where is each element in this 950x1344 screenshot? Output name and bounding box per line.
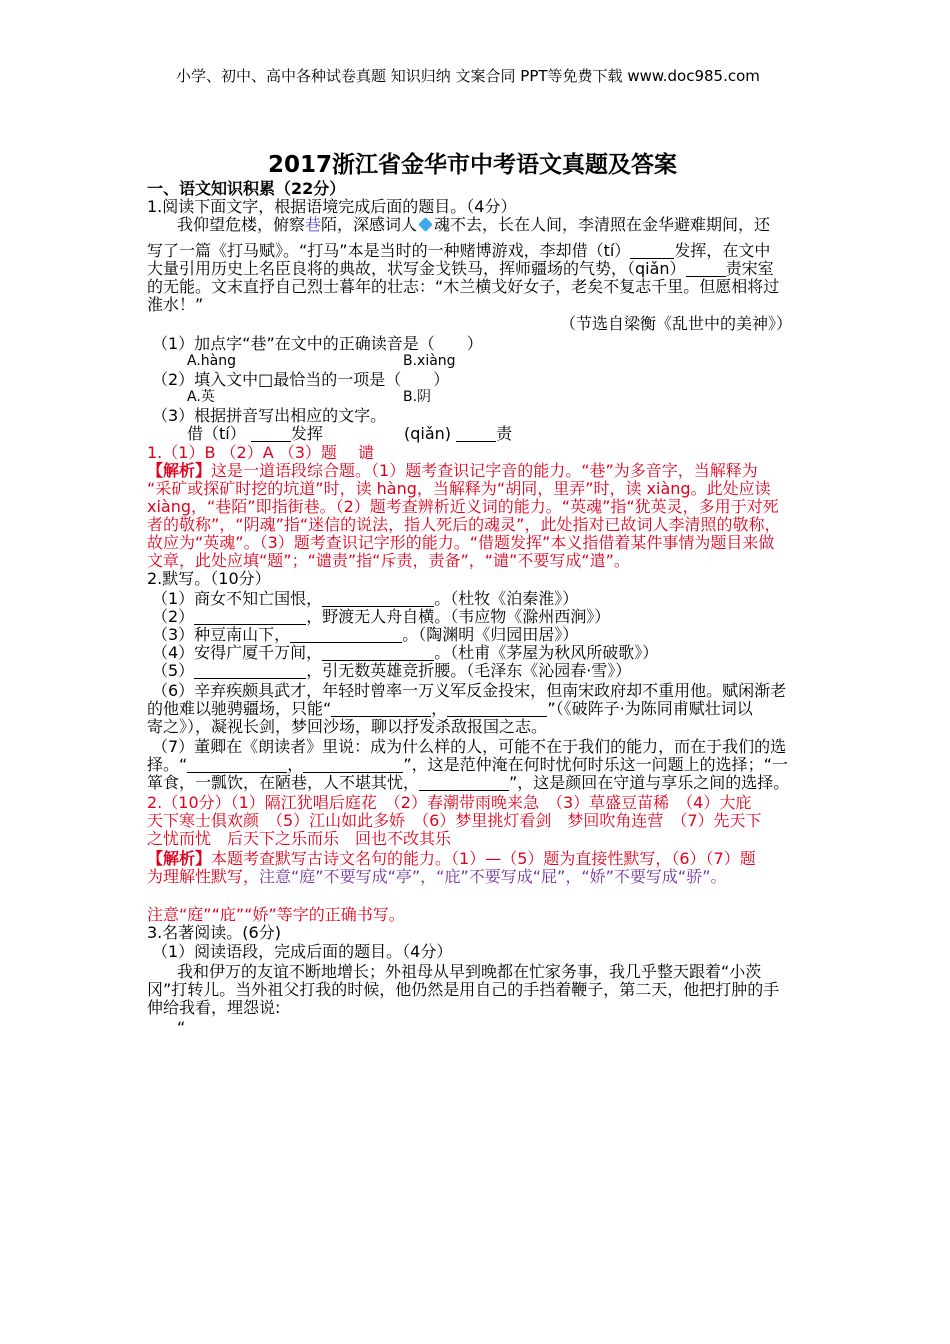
dotted-character: 巷 [305,215,322,234]
q2-item: （3）种豆南山下， 。（陶渊明《归园田居》） [152,625,579,644]
q1-sub1-option-b: B.xiàng [403,353,456,369]
q1-stem: 1.阅读下面文字，根据语境完成后面的题目。（4分） [147,197,517,216]
q3-passage-line: 伸给我看，埋怨说: [147,998,281,1017]
analysis-line: xiàng，“巷陌”即指街巷。（2）题考查辨析近义词的能力。“英魂”指“犹英灵，多用于对死 [147,497,779,516]
q1-passage-line: 的无能。文末直抒自己烈士暮年的壮志：“木兰横戈好女子，老矣不复志千里。但愿相将过 [147,277,780,296]
answer-2: 2.（10分）（1）隔江犹唱后庭花 （2）春潮带雨晚来急 （3）草盛豆苗稀 （4）大庇 [147,793,752,812]
q1-sub3-item-b: (qiǎn) 责 [404,424,513,443]
q3-sub1: （1）阅读语段，完成后面的题目。（4分） [152,942,453,961]
analysis-line: 故应为“英魂”。（3）题考查识记字形的能力。“借题发挥”本义指借着某件事情为题目来做 [147,533,775,552]
q2-item: 择。“ ， ”，这是范仲淹在何时忧何时乐这一问题上的选择；“一 [147,755,788,774]
q2-item: （1）商女不知亡国恨， 。（杜牧《泊秦淮》） [152,589,579,608]
q2-item: 箪食，一瓢饮，在陋巷，人不堪其忧， ”，这是颜回在守道与享乐之间的选择。 [147,773,790,792]
analysis-line: 者的敬称”，“阴魂”指“迷信的说法，指人死后的魂灵”，此处指对已故词人李清照的敬称， [147,515,781,534]
page-header: 小学、初中、高中各种试卷真题 知识归纳 文案合同 PPT等免费下载 www.doc985.com [176,67,760,85]
q1-sub1: （1）加点字“巷”在文中的正确读音是（ ） [152,334,483,353]
q1-passage-line: 大量引用历史上名臣良将的典故，状写金戈铁马，挥师疆场的气势，（qiǎn） 责宋室 [147,259,774,278]
q3-stem: 3.名著阅读。(6分) [147,923,281,942]
q2-item: 的他难以驰骋疆场，只能“ ， ”（《破阵子·为陈同甫赋壮词以 [147,699,753,718]
q2-item: （2） ，野渡无人舟自横。（韦应物《滁州西涧》） [152,607,611,626]
q3-passage-line: “ [177,1018,186,1037]
q1-source: （节选自梁衡《乱世中的美神》） [560,314,793,333]
q1-passage-line: 写了一篇《打马赋》。“打马”本是当时的一种赌博游戏，李却借（tí） 发挥，在文中 [147,241,771,260]
page-title: 2017浙江省金华市中考语文真题及答案 [268,152,678,178]
q2-item: （4）安得广厦千万间， 。（杜甫《茅屋为秋风所破歌》） [152,643,659,662]
q2-stem: 2.默写。（10分） [147,569,271,588]
q1-sub1-option-a: A.hàng [187,353,236,369]
answer-1: 1.（1）B （2）A （3）题 谴 [147,443,374,462]
q1-passage-line: 我仰望危楼，俯察巷陌，深感词人 魂不去，长在人间，李清照在金华避难期间，还 [177,215,771,234]
answer-2: 天下寒士俱欢颜 （5）江山如此多娇 （6）梦里挑灯看剑 梦回吹角连营 （7）先天下 [147,811,762,830]
answer-2: 之忧而忧 后天下之乐而乐 回也不改其乐 [147,829,452,848]
q2-item: （6）辛弃疾颇具武才，年轻时曾率一万义军反金投宋，但南宋政府却不重用他。赋闲渐老 [152,681,787,700]
analysis-line: “采矿或探矿时挖的坑道”时，读 hàng，当解释为“胡同，里弄”时，读 xiàng。此处应读 [147,479,771,498]
q1-passage-line: 淮水！” [147,295,204,314]
q2-item: （7）董卿在《朗读者》里说：成为什么样的人，可能不在于我们的能力，而在于我们的选 [152,737,787,756]
analysis-line: 【解析】本题考查默写古诗文名句的能力。（1）—（5）题为直接性默写，（6）（7）题 [147,849,756,868]
q3-passage-line: 冈”打转儿。当外祖父打我的时候，他仍然是用自己的手挡着鞭子，第二天，他把打肿的手 [147,980,780,999]
analysis-line: 【解析】这是一道语段综合题。（1）题考查识记字音的能力。“巷”为多音字，当解释为 [147,461,758,480]
q3-passage-line: 我和伊万的友谊不断地增长；外祖母从早到晚都在忙家务事，我几乎整天跟着“小茨 [177,962,762,981]
q1-sub2: （2）填入文中□最恰当的一项是（ ） [152,370,450,389]
analysis-line: 注意“庭”“庇”“娇”等字的正确书写。 [147,905,405,924]
q1-sub2-option-b: B.阴 [403,389,432,405]
q1-sub3-item-a: 借（tí） 发挥 [187,424,323,443]
q2-item: （5） ，引无数英雄竞折腰。（毛泽东《沁园春·雪》） [152,661,632,680]
q1-sub2-option-a: A.英 [187,389,215,405]
q1-sub3: （3）根据拼音写出相应的文字。 [152,406,387,425]
analysis-line: 为理解性默写，注意“庭”不要写成“亭”，“庇”不要写成“屁”，“娇”不要写成“骄”。 [147,867,727,886]
q2-item: 寄之》），凝视长剑，梦回沙场，聊以抒发杀敌报国之志。 [147,717,548,736]
analysis-line: 文章，此处应填“题”；“谴责”指“斥责，责备”，“谴”不要写成“遣”。 [147,551,630,570]
section-heading: 一、语文知识积累（22分） [147,179,346,198]
gem-icon [418,217,433,232]
